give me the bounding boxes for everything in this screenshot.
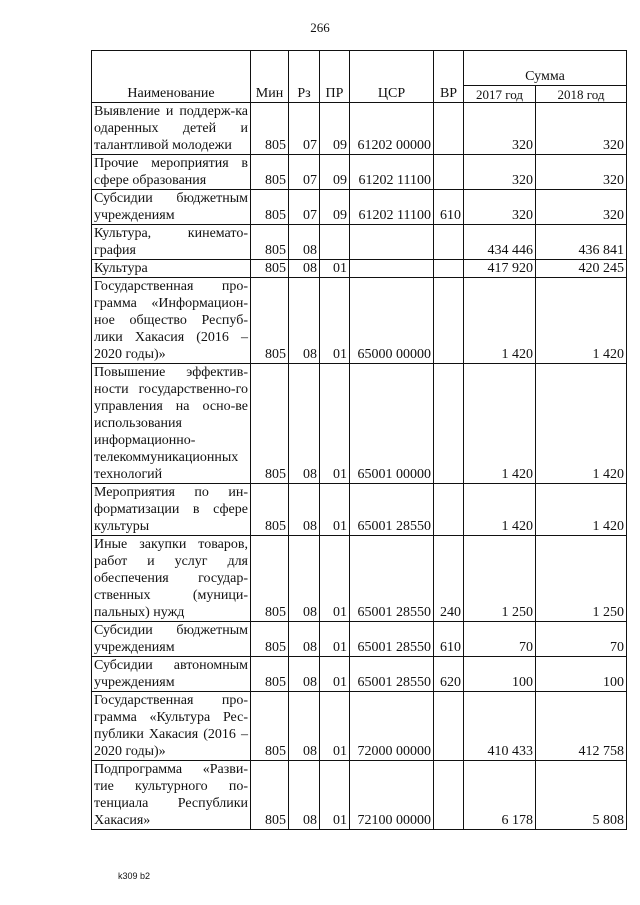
table-row bbox=[92, 278, 627, 364]
cell-name: Иные закупки товаров, работ и услуг для обеспечения государ-ственных (муници-пальных) нужд bbox=[92, 536, 251, 622]
cell-csr: 65000 00000 bbox=[350, 278, 434, 364]
cell-2018: 320 bbox=[536, 190, 627, 225]
cell-csr: 65001 28550 bbox=[350, 536, 434, 622]
cell-name: Государственная про-грамма «Культура Рес-публики Хакасия (2016 – 2020 годы)» bbox=[92, 692, 251, 761]
cell-min: 805 bbox=[251, 657, 289, 692]
table-row bbox=[92, 622, 627, 657]
cell-min: 805 bbox=[251, 225, 289, 260]
cell-name: Подпрограмма «Разви-тие культурного по-тенциала Республики Хакасия» bbox=[92, 761, 251, 830]
cell-csr: 65001 28550 bbox=[350, 657, 434, 692]
table-row bbox=[92, 190, 627, 225]
cell-pr bbox=[320, 225, 350, 260]
cell-rz: 08 bbox=[289, 260, 320, 278]
cell-vr bbox=[434, 364, 464, 484]
table-row bbox=[92, 692, 627, 761]
cell-2017: 434 446 bbox=[464, 225, 536, 260]
header-row bbox=[92, 51, 627, 86]
cell-pr: 01 bbox=[320, 692, 350, 761]
table-row bbox=[92, 260, 627, 278]
cell-vr bbox=[434, 278, 464, 364]
cell-csr: 61202 11100 bbox=[350, 155, 434, 190]
cell-csr: 72000 00000 bbox=[350, 692, 434, 761]
cell-rz: 07 bbox=[289, 103, 320, 155]
table-body bbox=[92, 103, 627, 830]
cell-rz: 08 bbox=[289, 761, 320, 830]
cell-2017: 1 420 bbox=[464, 364, 536, 484]
table-row bbox=[92, 761, 627, 830]
cell-vr bbox=[434, 484, 464, 536]
header-sum: Сумма bbox=[464, 51, 627, 86]
cell-2018: 1 420 bbox=[536, 278, 627, 364]
cell-pr: 01 bbox=[320, 622, 350, 657]
header-pr: ПР bbox=[320, 51, 350, 103]
budget-table bbox=[91, 50, 627, 830]
header-name: Наименование bbox=[92, 51, 251, 103]
cell-2017: 320 bbox=[464, 103, 536, 155]
cell-csr: 61202 11100 bbox=[350, 190, 434, 225]
cell-2018: 420 245 bbox=[536, 260, 627, 278]
cell-pr: 09 bbox=[320, 155, 350, 190]
cell-csr: 61202 00000 bbox=[350, 103, 434, 155]
cell-pr: 09 bbox=[320, 103, 350, 155]
cell-rz: 08 bbox=[289, 622, 320, 657]
cell-vr: 240 bbox=[434, 536, 464, 622]
cell-pr: 01 bbox=[320, 657, 350, 692]
cell-2018: 1 250 bbox=[536, 536, 627, 622]
cell-csr bbox=[350, 225, 434, 260]
cell-vr bbox=[434, 692, 464, 761]
cell-rz: 08 bbox=[289, 225, 320, 260]
cell-rz: 08 bbox=[289, 364, 320, 484]
cell-pr: 01 bbox=[320, 536, 350, 622]
cell-2017: 70 bbox=[464, 622, 536, 657]
header-year-2018: 2018 год bbox=[536, 86, 627, 103]
cell-pr: 01 bbox=[320, 761, 350, 830]
cell-2017: 1 420 bbox=[464, 278, 536, 364]
cell-2017: 320 bbox=[464, 190, 536, 225]
cell-2017: 417 920 bbox=[464, 260, 536, 278]
cell-rz: 07 bbox=[289, 190, 320, 225]
cell-name: Культура, кинемато-графия bbox=[92, 225, 251, 260]
footer-code: k309 b2 bbox=[118, 871, 151, 881]
cell-min: 805 bbox=[251, 536, 289, 622]
cell-min: 805 bbox=[251, 761, 289, 830]
cell-min: 805 bbox=[251, 692, 289, 761]
cell-vr bbox=[434, 155, 464, 190]
cell-2017: 320 bbox=[464, 155, 536, 190]
cell-pr: 01 bbox=[320, 364, 350, 484]
cell-name: Государственная про-грамма «Информацион-ное общество Респуб-лики Хакасия (2016 – 2020 годы)» bbox=[92, 278, 251, 364]
cell-csr: 65001 28550 bbox=[350, 622, 434, 657]
cell-vr bbox=[434, 225, 464, 260]
table-row bbox=[92, 484, 627, 536]
cell-name: Выявление и поддерж-ка одаренных детей и талантливой молодежи bbox=[92, 103, 251, 155]
cell-name: Субсидии автономным учреждениям bbox=[92, 657, 251, 692]
table-row bbox=[92, 225, 627, 260]
table-row bbox=[92, 657, 627, 692]
table-row bbox=[92, 103, 627, 155]
cell-vr bbox=[434, 761, 464, 830]
cell-pr: 01 bbox=[320, 484, 350, 536]
cell-vr bbox=[434, 103, 464, 155]
cell-min: 805 bbox=[251, 103, 289, 155]
cell-pr: 09 bbox=[320, 190, 350, 225]
cell-vr: 610 bbox=[434, 622, 464, 657]
cell-2018: 5 808 bbox=[536, 761, 627, 830]
cell-min: 805 bbox=[251, 260, 289, 278]
cell-rz: 08 bbox=[289, 657, 320, 692]
cell-name: Повышение эффектив-ности государственно-го управления на осно-ве использования информационно-телекоммуникационных технологий bbox=[92, 364, 251, 484]
cell-2018: 1 420 bbox=[536, 364, 627, 484]
header-csr: ЦСР bbox=[350, 51, 434, 103]
cell-csr: 65001 00000 bbox=[350, 364, 434, 484]
cell-name: Субсидии бюджетным учреждениям bbox=[92, 190, 251, 225]
table-row bbox=[92, 364, 627, 484]
table-row bbox=[92, 536, 627, 622]
cell-vr: 620 bbox=[434, 657, 464, 692]
cell-2018: 100 bbox=[536, 657, 627, 692]
cell-rz: 08 bbox=[289, 484, 320, 536]
header-min: Мин bbox=[251, 51, 289, 103]
cell-2017: 1 250 bbox=[464, 536, 536, 622]
header-rz: Рз bbox=[289, 51, 320, 103]
cell-rz: 07 bbox=[289, 155, 320, 190]
cell-2018: 320 bbox=[536, 155, 627, 190]
cell-min: 805 bbox=[251, 155, 289, 190]
cell-2018: 320 bbox=[536, 103, 627, 155]
cell-vr bbox=[434, 260, 464, 278]
cell-2017: 1 420 bbox=[464, 484, 536, 536]
cell-2018: 70 bbox=[536, 622, 627, 657]
cell-name: Мероприятия по ин-форматизации в сфере культуры bbox=[92, 484, 251, 536]
cell-min: 805 bbox=[251, 364, 289, 484]
cell-2018: 412 758 bbox=[536, 692, 627, 761]
header-year-2017: 2017 год bbox=[464, 86, 536, 103]
cell-vr: 610 bbox=[434, 190, 464, 225]
cell-min: 805 bbox=[251, 190, 289, 225]
table-row bbox=[92, 155, 627, 190]
cell-2017: 410 433 bbox=[464, 692, 536, 761]
cell-csr: 65001 28550 bbox=[350, 484, 434, 536]
cell-min: 805 bbox=[251, 484, 289, 536]
cell-name: Культура bbox=[92, 260, 251, 278]
cell-rz: 08 bbox=[289, 536, 320, 622]
cell-min: 805 bbox=[251, 622, 289, 657]
cell-rz: 08 bbox=[289, 692, 320, 761]
cell-2017: 100 bbox=[464, 657, 536, 692]
cell-2018: 436 841 bbox=[536, 225, 627, 260]
cell-2018: 1 420 bbox=[536, 484, 627, 536]
cell-pr: 01 bbox=[320, 278, 350, 364]
cell-2017: 6 178 bbox=[464, 761, 536, 830]
header-vr: ВР bbox=[434, 51, 464, 103]
cell-name: Прочие мероприятия в сфере образования bbox=[92, 155, 251, 190]
page-number: 266 bbox=[310, 20, 330, 35]
cell-rz: 08 bbox=[289, 278, 320, 364]
cell-csr bbox=[350, 260, 434, 278]
cell-name: Субсидии бюджетным учреждениям bbox=[92, 622, 251, 657]
cell-pr: 01 bbox=[320, 260, 350, 278]
cell-csr: 72100 00000 bbox=[350, 761, 434, 830]
cell-min: 805 bbox=[251, 278, 289, 364]
